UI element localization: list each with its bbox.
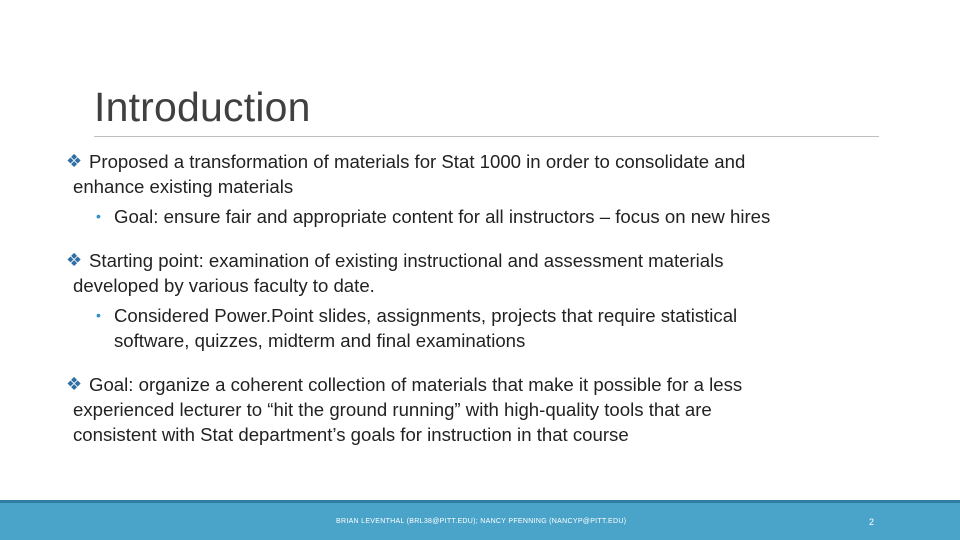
footer-accent-line xyxy=(0,500,960,503)
bullet-line: developed by various faculty to date. xyxy=(73,275,375,296)
diamond-bullet-icon: ❖ xyxy=(66,151,83,171)
bullet-item xyxy=(64,149,884,229)
bullet-line: consistent with Stat department’s goals for instruction in that course xyxy=(73,424,629,445)
dot-bullet-icon: • xyxy=(96,307,101,323)
footer-authors: BRIAN LEVENTHAL (BRL38@PITT.EDU); NANCY PFENNING (NANCYP@PITT.EDU) xyxy=(336,518,627,525)
sub-bullet-line: software, quizzes, midterm and final examinations xyxy=(114,330,526,351)
slide-content xyxy=(64,149,884,466)
bullet-line: experienced lecturer to “hit the ground running” with high-quality tools that are xyxy=(73,399,712,420)
title-divider xyxy=(94,136,879,137)
sub-bullet-line: Considered Power.Point slides, assignments, projects that require statistical xyxy=(114,305,738,326)
page-number: 2 xyxy=(869,517,875,527)
bullet-line: Proposed a transformation of materials for Stat 1000 in order to consolidate and xyxy=(89,151,746,172)
sub-bullet-text xyxy=(96,303,884,353)
bullet-text xyxy=(64,149,884,199)
footer-bar xyxy=(0,500,960,540)
bullet-line: Goal: organize a coherent collection of materials that make it possible for a less xyxy=(89,374,743,395)
sub-bullet-text xyxy=(96,204,884,229)
bullet-item xyxy=(64,248,884,353)
bullet-line: enhance existing materials xyxy=(73,176,294,197)
bullet-item xyxy=(64,372,884,447)
diamond-bullet-icon: ❖ xyxy=(66,374,83,394)
bullet-line: Starting point: examination of existing instructional and assessment materials xyxy=(89,250,724,271)
diamond-bullet-icon: ❖ xyxy=(66,250,83,270)
slide-title: Introduction xyxy=(94,84,311,130)
bullet-text xyxy=(64,248,884,298)
sub-bullet-line: Goal: ensure fair and appropriate content for all instructors – focus on new hires xyxy=(114,206,771,227)
dot-bullet-icon: • xyxy=(96,208,101,224)
bullet-text xyxy=(64,372,884,447)
